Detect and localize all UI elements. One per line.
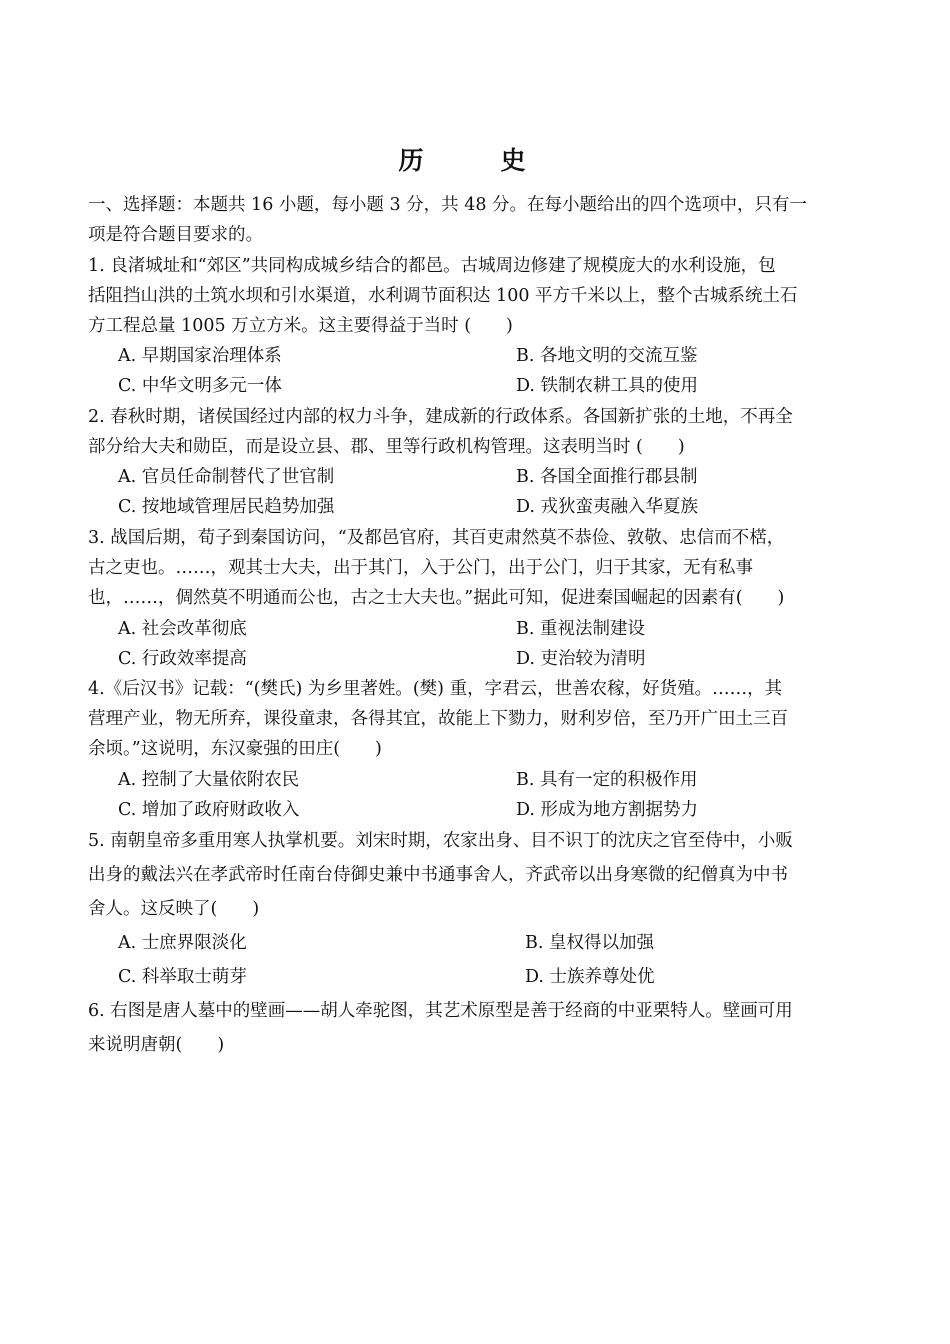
q1-option-d: D. 铁制农耕工具的使用 <box>516 376 699 396</box>
q3-stem-line-2: 古之吏也。……，观其士大夫，出于其门，入于公门，出于公门，归于其家，无有私事 <box>88 558 753 578</box>
q6-stem-line-1: 6. 右图是唐人墓中的壁画——胡人牵驼图，其艺术原型是善于经商的中亚栗特人。壁画可用 <box>88 1001 793 1021</box>
q4-option-d: D. 形成为地方割据势力 <box>516 800 699 820</box>
q4-option-a: A. 控制了大量依附农民 <box>118 770 300 790</box>
q4-stem-line-2: 营理产业，物无所弃，课役童隶，各得其宜，故能上下勠力，财利岁倍，至乃开广田土三百 <box>88 709 788 729</box>
q3-option-d: D. 吏治较为清明 <box>516 649 646 669</box>
q3-stem-line-1: 3. 战国后期，荀子到秦国访问，“及都邑官府，其百吏肃然莫不恭俭、敦敬、忠信而不楛， <box>88 528 785 548</box>
q2-option-b: B. 各国全面推行郡县制 <box>516 467 698 487</box>
section-instruction-line-2: 项是符合题目要求的。 <box>88 225 263 245</box>
q3-stem-line-3: 也，……，倜然莫不明通而公也，古之士大夫也。”据此可知，促进秦国崛起的因素有( ) <box>88 588 785 608</box>
q4-stem-line-1: 4.《后汉书》记载：“(樊氏) 为乡里著姓。(樊) 重，字君云，世善农稼，好货殖。……，其 <box>88 679 783 699</box>
q2-stem-line-2: 部分给大夫和勋臣，而是设立县、郡、里等行政机构管理。这表明当时 ( ) <box>88 437 685 457</box>
q5-stem-line-1: 5. 南朝皇帝多重用寒人执掌机要。刘宋时期，农家出身、目不识丁的沈庆之官至侍中，小贩 <box>88 831 793 851</box>
q5-option-c: C. 科举取士萌芽 <box>118 967 247 987</box>
q5-stem-line-2: 出身的戴法兴在孝武帝时任南台侍御史兼中书通事舍人，齐武帝以出身寒微的纪僧真为中书 <box>88 865 788 885</box>
q5-option-d: D. 士族养尊处优 <box>525 967 655 987</box>
q4-stem-line-3: 余顷。”这说明，东汉豪强的田庄( ) <box>88 739 382 759</box>
q5-option-b: B. 皇权得以加强 <box>525 933 654 953</box>
q5-option-a: A. 士庶界限淡化 <box>118 933 247 953</box>
q1-stem-line-2: 括阻挡山洪的土筑水坝和引水渠道，水利调节面积达 100 平方千米以上，整个古城系统土石 <box>88 286 798 306</box>
q1-option-b: B. 各地文明的交流互鉴 <box>516 346 698 366</box>
q3-option-a: A. 社会改革彻底 <box>118 619 247 639</box>
q1-stem-line-3: 方工程总量 1005 万立方米。这主要得益于当时 ( ) <box>88 316 513 336</box>
q3-option-c: C. 行政效率提高 <box>118 649 247 669</box>
page-title: 历 史 <box>398 146 552 175</box>
section-instruction-line-1: 一、选择题：本题共 16 小题，每小题 3 分，共 48 分。在每小题给出的四个选项中，只有一 <box>88 195 808 215</box>
q4-option-b: B. 具有一定的积极作用 <box>516 770 698 790</box>
q2-option-c: C. 按地域管理居民趋势加强 <box>118 497 335 517</box>
q1-option-a: A. 早期国家治理体系 <box>118 346 282 366</box>
q2-stem-line-1: 2. 春秋时期，诸侯国经过内部的权力斗争，建成新的行政体系。各国新扩张的土地，不再全 <box>88 407 793 427</box>
q1-stem-line-1: 1. 良渚城址和“郊区”共同构成城乡结合的都邑。古城周边修建了规模庞大的水利设施，包 <box>88 256 776 276</box>
q1-option-c: C. 中华文明多元一体 <box>118 376 282 396</box>
q3-option-b: B. 重视法制建设 <box>516 619 645 639</box>
q5-stem-line-3: 舍人。这反映了( ) <box>88 899 260 919</box>
q6-stem-line-2: 来说明唐朝( ) <box>88 1035 225 1055</box>
q2-option-a: A. 官员任命制替代了世官制 <box>118 467 335 487</box>
q2-option-d: D. 戎狄蛮夷融入华夏族 <box>516 497 699 517</box>
q4-option-c: C. 增加了政府财政收入 <box>118 800 300 820</box>
